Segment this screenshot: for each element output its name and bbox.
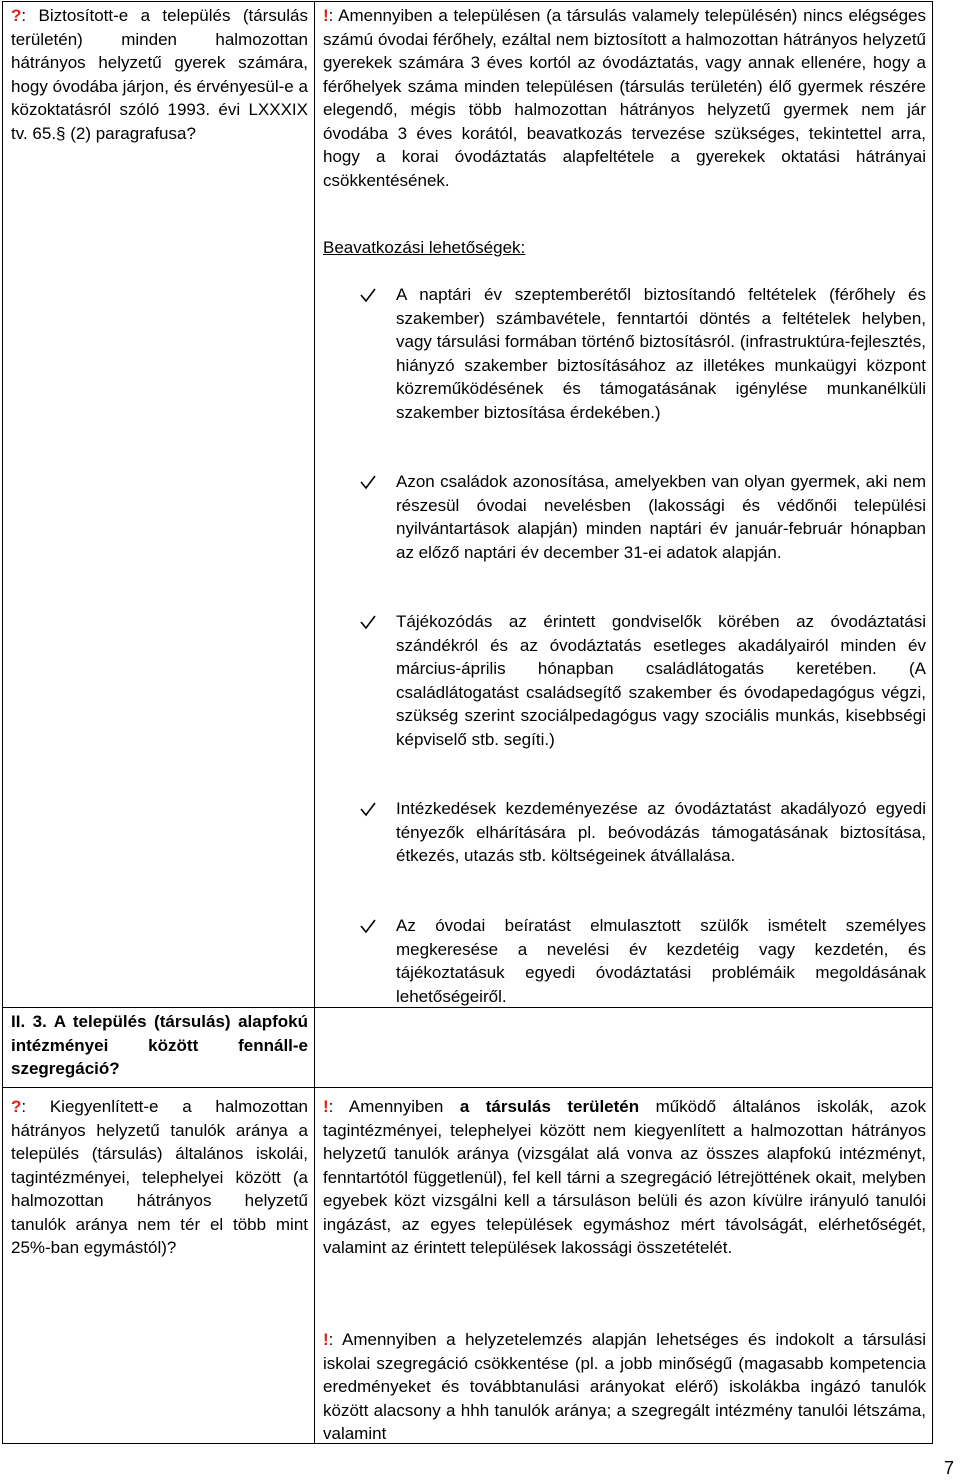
- checkmark-icon: [359, 800, 377, 818]
- answer-text-pre: : Amennyiben: [328, 1097, 460, 1116]
- option-text: Azon családok azonosítása, amelyekben van olyan gyermek, aki nem részesül óvodai nevelésben (lakossági és védőnői települési nyilvántartások alapján) minden naptári év január-február hónapban az előző naptári év december 31-ei adatok alapján.: [396, 472, 926, 562]
- question-preschool: [11, 4, 308, 145]
- question-text: : Kiegyenlített-e a halmozottan hátrányos helyzetű tanulók aránya a település (társulás) általános iskolái, tagintézményei, telephelyei között (a halmozottan hátrányos helyzetű tanulók aránya nem tér el több mint 25%-ban egymástól)?: [11, 1097, 308, 1257]
- answer-text-bold: a társulás területén: [459, 1097, 640, 1116]
- question-marker: ?: [11, 6, 22, 25]
- answer-preschool: [323, 4, 926, 192]
- checkmark-icon: [359, 286, 377, 304]
- question-segregation: [11, 1095, 308, 1260]
- answer-text: : Amennyiben a településen (a társulás valamely településén) nincs elégséges számú óvodai férőhely, ezáltal nem biztosított a halmozottan hátrányos helyzetű gyerekek számára 3 éves kortól az óvodáztatás, vagy annak ellenére, hogy a férőhelyek száma minden településen (társulás területén) élő gyermek részére elegendő, mégis több halmozottan hátrányos helyzetű gyermek nem jár óvodába 3 éves korától, beavatkozás tervezése szükséges, tekintettel arra, hogy a korai óvodáztatás alapfeltétele a gyerekek oktatási hátrányai csökkentésének.: [323, 6, 926, 190]
- section-heading: II. 3. A település (társulás) alapfokú intézményei között fennáll-e szegregáció?: [11, 1012, 308, 1078]
- answer-segregation-1: [323, 1095, 926, 1260]
- option-text: Tájékozódás az érintett gondviselők körében az óvodáztatási szándékról és az óvodáztatás esetleges akadályairól minden év március-április hónapban családlátogatás keretében. (A családlátogatást családsegítő szakember és óvodapedagógus végzi, szükség szerint szociálpedagógus vagy szociális munkás, kisebbségi képviselő stb. segíti.): [396, 612, 926, 749]
- answer-marker: !: [323, 6, 329, 25]
- checkmark-icon: [359, 613, 377, 631]
- question-text: : Biztosított-e a település (társulás területén) minden halmozottan hátrányos helyzetű gyerek számára, hogy óvodába járjon, és érvényesül-e a közoktatásról szóló 1993. évi LXXXIX tv. 65.§ (2) paragrafusa?: [11, 6, 308, 143]
- answer-marker: !: [323, 1097, 329, 1116]
- option-text: A naptári év szeptemberétől biztosítandó feltételek (férőhely és szakember) számbavétele, fenntartói döntés a feltételek helyben, vagy társulási formában történő biztosításról. (infrastruktúra-fejlesztés, hiányzó szakember biztosításához az illetékes munkaügyi központ közreműködésének és támogatásának igénylése munkanélküli szakember biztosítása érdekében.): [396, 285, 926, 422]
- page-number: 7: [944, 1458, 955, 1478]
- option-text: Az óvodai beíratást elmulasztott szülők ismételt személyes megkeresése a nevelési év kezdetéig vagy kezdetén, és tájékoztatásuk egyedi óvodáztatási problémáik megoldásának lehetőségeiről.: [396, 916, 926, 1006]
- option-text: Intézkedések kezdeményezése az óvodáztatást akadályozó egyedi tényezők elhárítására pl. beóvodázás támogatásának biztosítása, étkezés, utazás stb. költségeinek átvállalása.: [396, 799, 926, 865]
- checkmark-icon: [359, 473, 377, 491]
- column-divider: [314, 1, 315, 1444]
- answer-text: : Amennyiben a helyzetelemzés alapján lehetséges és indokolt a társulási iskolai szegregáció csökkentése (pl. a jobb minőségű (magasabb kompetencia eredményeket és továbbtanulási arányokat elérő) iskolákba ingázó tanulók között alacsony a hhh tanulók aránya; a szegregált intézmény tanulói létszáma, valamint: [323, 1330, 926, 1443]
- question-marker: ?: [11, 1097, 22, 1116]
- answer-marker: !: [323, 1330, 329, 1349]
- answer-segregation-2: [323, 1328, 926, 1446]
- row-divider-2: [2, 1087, 933, 1088]
- options-heading: Beavatkozási lehetőségek:: [323, 238, 526, 257]
- answer-text-post: működő általános iskolák, azok tagintézményei, telephelyei között nem kiegyenlített a halmozottan hátrányos helyzetű tanulók aránya (vizsgálat alá vonva az összes alapfokú intézményt, fenntartótól függetlenül), fel kell tárni a szegregáció létrejöttének okait, melyben egyebek közt vizsgálni kell a társuláson belüli és azon kívülre irányuló tanulói ingázást, az egyes települések egymáshoz mért távolságát, elérhetőségét, valamint az érintett települések lakossági összetételét.: [323, 1097, 926, 1257]
- checkmark-icon: [359, 917, 377, 935]
